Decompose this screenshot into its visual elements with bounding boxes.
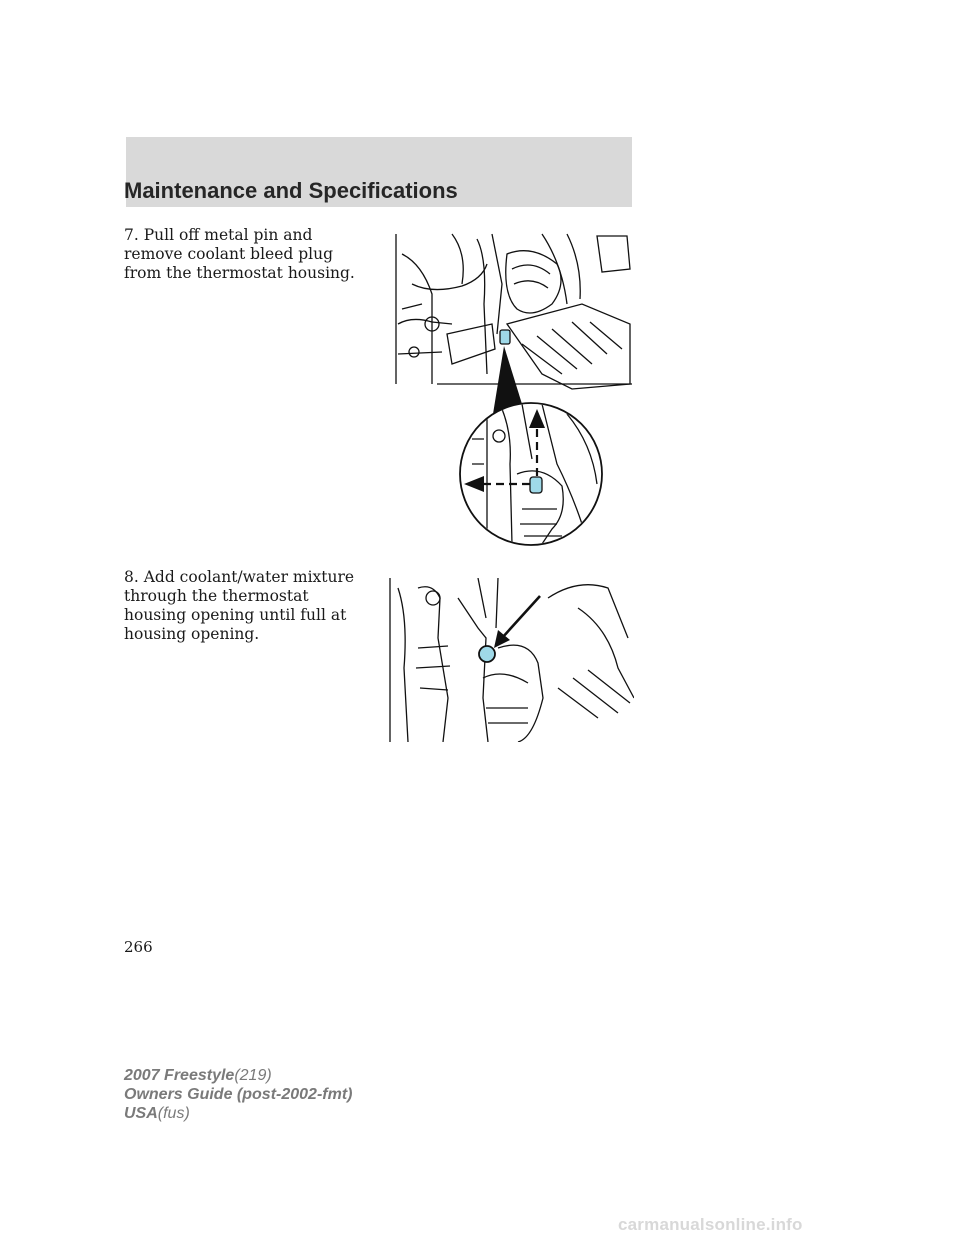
footer-model-code: (219) <box>234 1067 272 1084</box>
footer-market-code: (fus) <box>157 1105 190 1122</box>
section-title: Maintenance and Specifications <box>124 178 458 203</box>
magnified-detail <box>460 403 602 545</box>
thermostat-housing-illustration <box>392 224 634 549</box>
engine-bay-drawing <box>396 234 632 389</box>
footer-guide-name: Owners Guide (post-2002-fmt) <box>124 1086 353 1103</box>
document-footer <box>124 1066 352 1123</box>
footer-model: 2007 Freestyle <box>124 1067 235 1084</box>
page-number: 266 <box>124 938 153 956</box>
housing-opening-illustration <box>378 578 634 742</box>
watermark: carmanualsonline.info <box>618 1215 803 1234</box>
step-8-text: 8. Add coolant/water mixture through the thermostat housing opening until full at housing opening. <box>124 568 355 643</box>
footer-market: USA <box>124 1105 158 1122</box>
step-7-text: 7. Pull off metal pin and remove coolant bleed plug from the thermostat housing. <box>124 226 355 282</box>
housing-opening-drawing <box>390 578 634 742</box>
